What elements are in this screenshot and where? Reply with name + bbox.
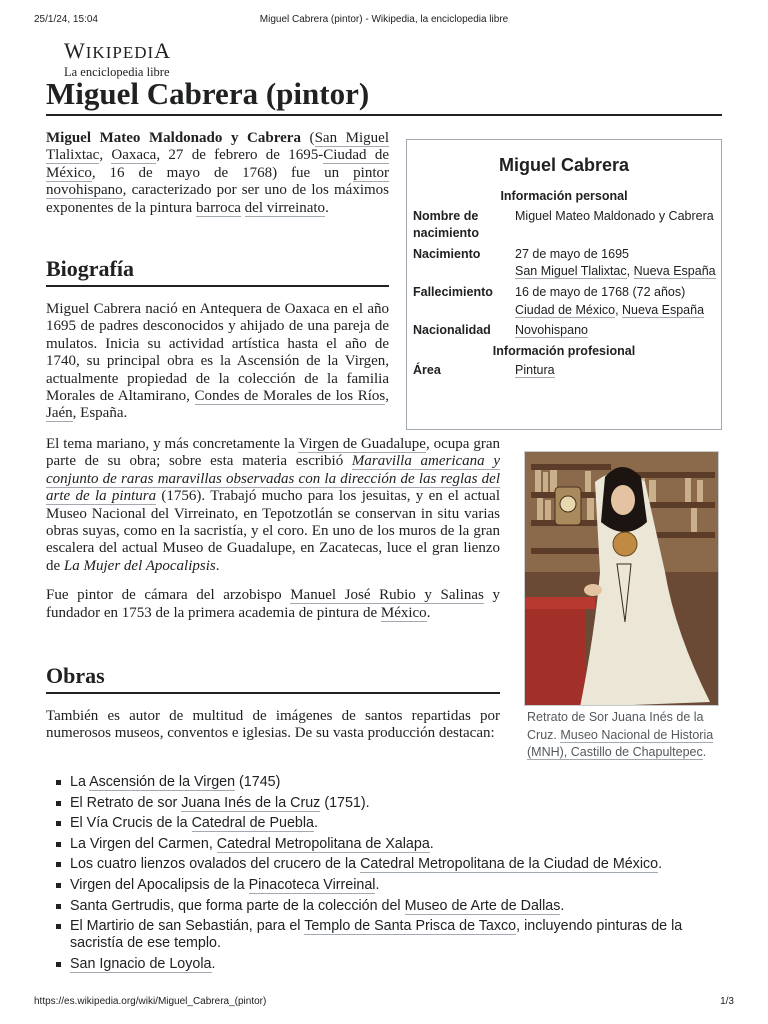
portrait-painting <box>525 452 719 706</box>
link-oaxaca[interactable]: Oaxaca <box>111 147 157 164</box>
heading-biografia: Biografía <box>46 255 389 287</box>
biografia-paragraph-2: El tema mariano, y más concretamente la Virgen de Guadalupe, ocupa gran parte de su obra; sobre esta materia escribió Maravilla americana y conjunto de raras maravillas observadas con la dirección de las reglas del arte de la pintura (1756). Trabajó mucho para los jesuitas, y en el actual Museo Nacional del Virreinato, en Tepotzotlán se conservan in situ varias obras suyas, como en la sacristía, y el coro. En uno de los muros de la gran escalera del actual Museo de Guadalupe, en Zacatecas, luce el gran lienzo de La Mujer del Apocalipsis. <box>46 436 500 574</box>
works-list-item: La Virgen del Carmen, Catedral Metropolitana de Xalapa. <box>56 836 736 853</box>
infobox-row-birth <box>407 243 721 281</box>
wikipedia-tagline: La enciclopedia libre <box>64 65 170 79</box>
heading-obras: Obras <box>46 662 500 694</box>
works-item-link[interactable]: Museo de Arte de Dallas <box>404 897 561 914</box>
link-novohispano[interactable]: novohispano <box>46 182 123 199</box>
link-maravilla-americana[interactable]: Maravilla americana y conjunto de raras maravillas observadas con la dirección de las reglas del arte de la pintura <box>46 453 500 505</box>
link-ciudad-de-mexico[interactable]: Ciudad de México <box>515 302 616 317</box>
infobox-value: 16 de mayo de 1768 (72 años) Ciudad de México, Nueva España <box>515 284 705 317</box>
works-item-link[interactable]: Templo de Santa Prisca de Taxco <box>304 918 517 935</box>
works-list <box>56 774 736 976</box>
infobox-row-death <box>407 281 721 319</box>
link-jaen[interactable]: Jaén <box>46 405 73 422</box>
link-nueva-espana[interactable]: Nueva España <box>633 264 716 279</box>
link-san-miguel-tlalixtac[interactable]: San Miguel Tlalixtac <box>46 130 389 164</box>
infobox-row-area <box>407 362 721 380</box>
infobox-row-birth-name <box>407 208 721 243</box>
obras-section <box>46 662 500 743</box>
link-virgen-de-guadalupe[interactable]: Virgen de Guadalupe <box>298 436 426 452</box>
link-barroca[interactable]: barroca <box>195 199 241 216</box>
works-list-item: La Ascensión de la Virgen (1745) <box>56 774 736 791</box>
print-page-title: Miguel Cabrera (pintor) - Wikipedia, la enciclopedia libre <box>259 14 509 25</box>
link-ciudad-de-mexico[interactable]: Ciudad de México <box>46 147 389 181</box>
works-list-item: El Retrato de sor Juana Inés de la Cruz (1751). <box>56 795 736 812</box>
works-item-link[interactable]: Catedral de Puebla <box>191 815 314 832</box>
subject-name: Miguel Mateo Maldonado y Cabrera <box>46 130 301 146</box>
works-list-item: El Martirio de san Sebastián, para el Templo de Santa Prisca de Taxco, incluyendo pinturas de la sacristía de ese templo. <box>56 918 736 952</box>
biografia-paragraph-3: Fue pintor de cámara del arzobispo Manuel José Rubio y Salinas y fundador en 1753 de la primera academia de pintura de México. <box>46 587 501 621</box>
works-item-link[interactable]: San Ignacio de Loyola <box>70 955 212 972</box>
page-title: Miguel Cabrera (pintor) <box>46 74 722 116</box>
infobox-section-professional: Información profesional <box>492 343 636 358</box>
infobox-section-personal: Información personal <box>500 189 628 203</box>
bullet-icon <box>56 924 61 929</box>
print-page-number: 1/3 <box>720 996 734 1007</box>
bullet-icon <box>56 801 61 806</box>
lead-section <box>46 130 389 217</box>
works-list-item: Santa Gertrudis, que forma parte de la colección del Museo de Arte de Dallas. <box>56 898 736 915</box>
infobox-title: Miguel Cabrera <box>498 155 630 175</box>
works-item-link[interactable]: Catedral Metropolitana de Xalapa <box>216 835 430 852</box>
bullet-icon <box>56 962 61 967</box>
biografia-section-cont <box>46 436 500 622</box>
works-list-item: Los cuatro lienzos ovalados del crucero de la Catedral Metropolitana de la Ciudad de México. <box>56 856 736 873</box>
infobox-label: Nombre de nacimiento <box>413 208 479 241</box>
link-nueva-espana[interactable]: Nueva España <box>622 302 705 317</box>
link-del-virreinato[interactable]: del virreinato <box>244 199 326 216</box>
infobox-label: Fallecimiento <box>413 284 493 299</box>
link-pintor[interactable]: pintor <box>353 164 389 181</box>
infobox-table-personal <box>407 208 721 340</box>
bullet-icon <box>56 904 61 909</box>
infobox-row-nationality <box>407 319 721 340</box>
print-url: https://es.wikipedia.org/wiki/Miguel_Cabrera_(pintor) <box>34 996 267 1007</box>
link-mexico[interactable]: México <box>380 604 427 621</box>
link-manuel-jose-rubio[interactable]: Manuel José Rubio y Salinas <box>290 587 484 604</box>
link-san-miguel-tlalixtac[interactable]: San Miguel Tlalixtac <box>515 264 627 279</box>
works-list-item: Virgen del Apocalipsis de la Pinacoteca Virreinal. <box>56 877 736 894</box>
infobox-label: Nacionalidad <box>413 323 491 338</box>
works-item-link[interactable]: Ascensión de la Virgen <box>89 774 236 790</box>
portrait-image[interactable] <box>524 451 719 706</box>
works-item-link[interactable]: Juana Inés de la Cruz <box>181 794 321 811</box>
title-la-mujer-del-apocalipsis: La Mujer del Apocalipsis <box>63 557 216 574</box>
print-header <box>34 14 734 28</box>
infobox-label: Área <box>413 363 441 378</box>
link-condes-de-morales[interactable]: Condes de Morales de los Ríos <box>194 388 386 405</box>
bullet-icon <box>56 780 61 785</box>
infobox <box>406 139 722 430</box>
lead-paragraph: Miguel Mateo Maldonado y Cabrera (San Miguel Tlalixtac, Oaxaca, 27 de febrero de 1695-Ciudad de México, 16 de mayo de 1768) fue un pintor novohispano, caracterizado por ser uno de los máximos exponentes de la pintura barroca del virreinato. <box>46 130 389 216</box>
infobox-label: Nacimiento <box>413 246 481 261</box>
works-list-item: San Ignacio de Loyola. <box>56 956 736 973</box>
portrait-caption: Retrato de Sor Juana Inés de la Cruz. Museo Nacional de Historia (MNH), Castillo de Chapultepec. <box>527 710 714 759</box>
works-item-link[interactable]: Catedral Metropolitana de la Ciudad de México <box>360 856 659 873</box>
bullet-icon <box>56 821 61 826</box>
bullet-icon <box>56 842 61 847</box>
biografia-paragraph-1: Miguel Cabrera nació en Antequera de Oaxaca en el año 1695 de padres desconocidos y ahijado de una pareja de mulatos. Inicia su actividad artística hasta el año de 1740, su principal obra es la Ascensión de la Virgen, actualmente propiedad de la colección de la familia Morales de Altamirano, Condes de Morales de los Ríos, Jaén, España. <box>46 301 390 422</box>
bullet-icon <box>56 883 61 888</box>
bullet-icon <box>56 862 61 867</box>
print-date: 25/1/24, 15:04 <box>34 14 98 25</box>
wikipedia-wordmark: WIKIPEDIA <box>64 38 172 63</box>
obras-intro: También es autor de multitud de imágenes de santos repartidas por numerosos museos, conventos e iglesias. De su vasta producción destacan: <box>46 708 500 742</box>
works-item-link[interactable]: Pinacoteca Virreinal <box>248 876 376 893</box>
link-pintura[interactable]: Pintura <box>515 363 555 378</box>
infobox-value: Miguel Mateo Maldonado y Cabrera <box>515 208 714 223</box>
infobox-value <box>515 319 721 340</box>
works-list-item: El Vía Crucis de la Catedral de Puebla. <box>56 815 736 832</box>
print-footer <box>34 996 734 1010</box>
link-museo-nacional-de-historia[interactable]: Museo Nacional de Historia (MNH), Castillo de Chapultepec <box>527 727 714 759</box>
infobox-value: 27 de mayo de 1695 San Miguel Tlalixtac, Nueva España <box>515 246 716 279</box>
biografia-section <box>46 255 389 423</box>
link-novohispano[interactable]: Novohispano <box>515 323 588 338</box>
infobox-value <box>515 362 721 380</box>
infobox-table-professional <box>407 362 721 380</box>
